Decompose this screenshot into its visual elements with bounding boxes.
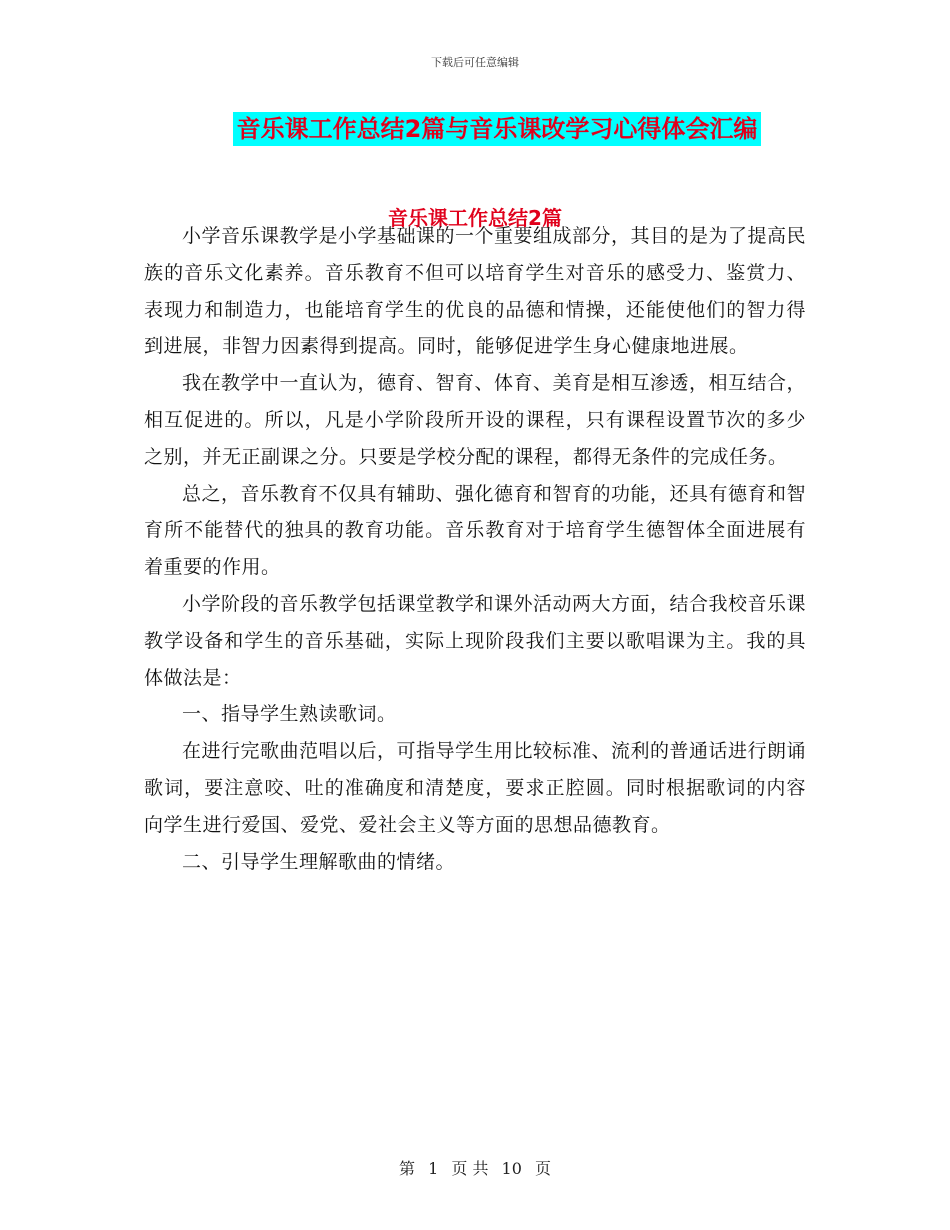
footer-middle: 页 共	[451, 1159, 489, 1178]
paragraph-7: 二、引导学生理解歌曲的情绪。	[182, 850, 456, 873]
footer-page-number: 1	[428, 1159, 439, 1178]
paragraph-2: 我在教学中一直认为，德育、智育、体育、美育是相互渗透，相互结合，相互促进的。所以，凡是小学阶段所开设的课程，只有课程设置节次的多少之别，并无正副课之分。只要是学校分配的课程，都得无条件的完成任务。	[144, 372, 807, 468]
paragraph-1: 小学音乐课教学是小学基础课的一个重要组成部分，其目的是为了提高民族的音乐文化素养。音乐教育不但可以培育学生对音乐的感受力、鉴赏力、表现力和制造力，也能培育学生的优良的品德和情操，还能使他们的智力得到进展，非智力因素得到提高。同时，能够促进学生身心健康地进展。	[144, 225, 807, 358]
paragraph-4: 小学阶段的音乐教学包括课堂教学和课外活动两大方面，结合我校音乐课教学设备和学生的音乐基础，实际上现阶段我们主要以歌唱课为主。我的具体做法是：	[144, 592, 807, 689]
main-title-container	[0, 112, 950, 146]
page-footer	[0, 1156, 950, 1179]
footer-prefix: 第	[398, 1159, 415, 1178]
section-title: 音乐课工作总结2篇	[388, 206, 562, 230]
paragraph-6: 在进行完歌曲范唱以后，可指导学生用比较标准、流利的普通话进行朗诵歌词，要注意咬、吐的准确度和清楚度，要求正腔圆。同时根据歌词的内容向学生进行爱国、爱党、爱社会主义等方面的思想品德教育。	[144, 740, 807, 836]
main-title: 音乐课工作总结2篇与音乐课改学习心得体会汇编	[233, 112, 762, 146]
footer-total-pages: 10	[501, 1159, 522, 1178]
header-note: 下载后可任意编辑	[431, 56, 519, 69]
document-body	[144, 218, 806, 880]
paragraph-5: 一、指导学生熟读歌词。	[182, 703, 397, 726]
paragraph-3: 总之，音乐教育不仅具有辅助、强化德育和智育的功能，还具有德育和智育所不能替代的独具的教育功能。音乐教育对于培育学生德智体全面进展有着重要的作用。	[144, 482, 807, 579]
footer-suffix: 页	[535, 1159, 552, 1178]
